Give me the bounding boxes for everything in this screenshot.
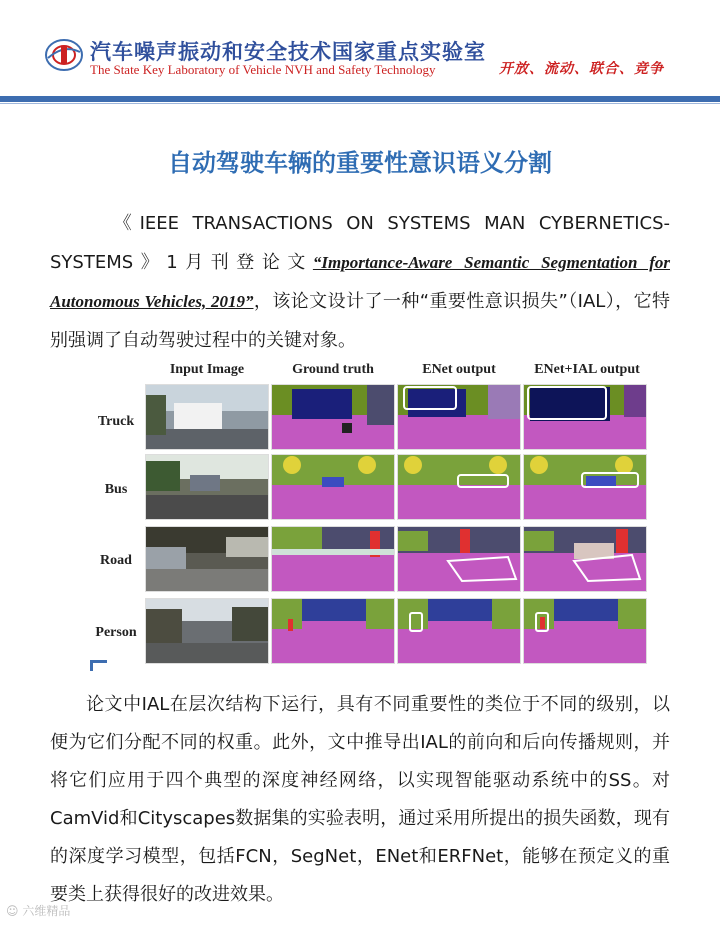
ground-truth-truck <box>271 384 395 450</box>
figure-row-label: Bus <box>104 482 128 497</box>
watermark <box>6 902 70 919</box>
lab-slogan: 开放、流动、联合、竞争 <box>499 61 664 77</box>
header-divider-thin <box>0 103 720 104</box>
enet-output-bus <box>397 454 521 520</box>
input-image-person <box>145 598 269 664</box>
figure-row-label: Road <box>100 553 132 568</box>
figure-column-header: Input Image <box>169 362 245 377</box>
body-paragraph: 论文中IAL在层次结构下运行，具有不同重要性的类位于不同的级别，以便为它们分配不同的权重。此外，文中推导出IAL的前向和后向传播规则，并将它们应用于四个典型的深度神经网络，以实现智能驱动系统中的SS。对CamVid和Cityscapes数据集的实验表明，通过采用所提出的损失函数，现有的深度学习模型，包括FCN，SegNet，ENet和ERFNet，能够在预定义的重要类上获得很好的改进效果。 <box>50 694 670 905</box>
enet-ial-output-person <box>523 598 647 664</box>
intro-paragraph <box>50 204 670 360</box>
ground-truth-person <box>271 598 395 664</box>
figure-column-header: ENet+IAL output <box>534 362 640 377</box>
ground-truth-road <box>271 526 395 592</box>
figure-row-label: Person <box>95 625 137 640</box>
paper-citation-link[interactable]: “Importance-Aware Semantic Segmentation for Autonomous Vehicles, 2019” <box>50 253 670 311</box>
enet-ial-output-truck <box>523 384 647 450</box>
lab-name-en: The State Key Laboratory of Vehicle NVH and Safety Technology <box>90 62 436 77</box>
segmentation-figure <box>90 362 650 670</box>
figure-column-header: Ground truth <box>292 362 374 377</box>
enet-output-person <box>397 598 521 664</box>
watermark-text: 六维精品 <box>22 904 71 918</box>
article-title: 自动驾驶车辆的重要性意识语义分割 <box>168 149 552 177</box>
watermark-logo-icon: ☺ <box>6 904 19 918</box>
ground-truth-bus <box>271 454 395 520</box>
lab-name-cn: 汽车噪声振动和安全技术国家重点实验室 <box>90 40 486 64</box>
enet-output-road <box>397 526 521 592</box>
enet-ial-output-bus <box>523 454 647 520</box>
intro-tail-text: ，该论文设计了一种“重要性意识损失”（IAL），它特别强调了自动驾驶过程中的关键对象。 <box>50 291 670 351</box>
input-image-bus <box>145 454 269 520</box>
figure-column-header: ENet output <box>422 362 496 377</box>
input-image-truck <box>145 384 269 450</box>
figure-row-label: Truck <box>97 414 135 429</box>
lab-logo-icon <box>44 38 84 72</box>
header-divider <box>0 96 720 102</box>
input-image-road <box>145 526 269 592</box>
enet-ial-output-road <box>523 526 647 592</box>
enet-output-truck <box>397 384 521 450</box>
page-header <box>0 0 720 100</box>
figure-corner-mark <box>90 660 107 671</box>
intro-lead-text: 《IEEE TRANSACTIONS ON SYSTEMS MAN CYBERNETICS-SYSTEMS》1月刊登论文 <box>50 213 670 273</box>
